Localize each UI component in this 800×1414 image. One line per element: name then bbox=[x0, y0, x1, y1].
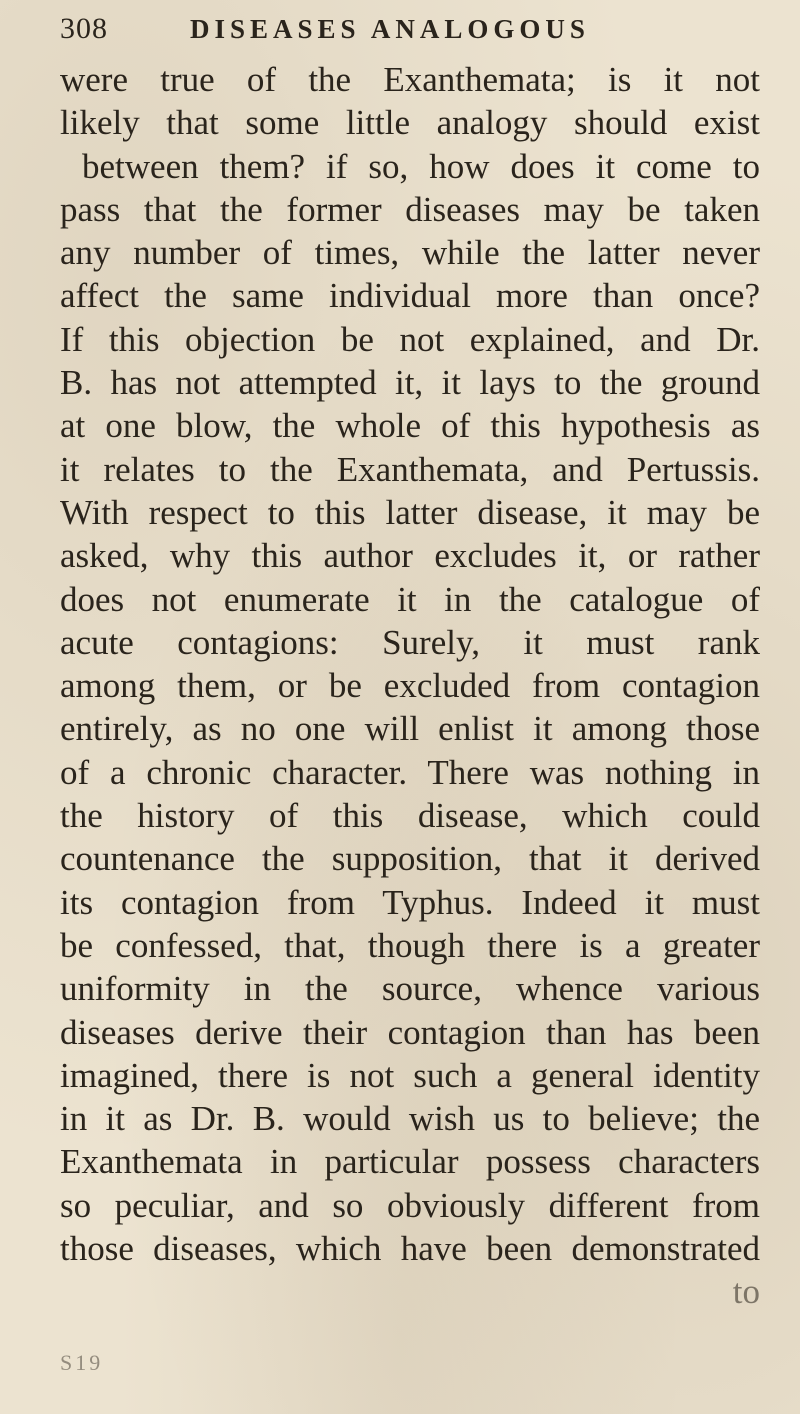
text-line: so peculiar, and so obviously different from bbox=[60, 1185, 760, 1225]
body-text bbox=[60, 58, 760, 1314]
text-line: acute contagions: Surely, it must rank bbox=[60, 622, 760, 662]
text-line: at one blow, the whole of this hypothesis as bbox=[60, 406, 760, 446]
text-line: those diseases, which have been demonstrated bbox=[60, 1229, 760, 1269]
text-line: among them, or be excluded from contagion bbox=[60, 666, 760, 706]
text-line: it relates to the Exanthemata, and Pertussis. bbox=[60, 449, 760, 489]
text-line: be confessed, that, though there is a greater bbox=[60, 925, 760, 965]
page-number: 308 bbox=[60, 12, 108, 45]
text-line: Exanthemata in particular possess characters bbox=[60, 1142, 760, 1182]
text-line: does not enumerate it in the catalogue of bbox=[60, 579, 760, 619]
text-line: of a chronic character. There was nothing in bbox=[60, 752, 760, 792]
text-line: If this objection be not explained, and Dr. bbox=[60, 319, 760, 359]
text-line: With respect to this latter disease, it may be bbox=[60, 492, 760, 532]
text-line: were true of the Exanthemata; is it not bbox=[60, 60, 760, 99]
text-line: diseases derive their contagion than has been bbox=[60, 1012, 760, 1052]
text-line: between them? if so, how does it come to bbox=[82, 146, 760, 186]
text-line: the history of this disease, which could bbox=[60, 796, 760, 836]
text-line: countenance the supposition, that it derived bbox=[60, 839, 760, 879]
running-head bbox=[60, 12, 760, 52]
text-line: any number of times, while the latter never bbox=[60, 233, 760, 273]
text-line: likely that some little analogy should exist bbox=[60, 103, 760, 143]
text-line: B. has not attempted it, it lays to the ground bbox=[60, 363, 760, 403]
text-line: in it as Dr. B. would wish us to believe; the bbox=[60, 1099, 760, 1139]
catchword: to bbox=[732, 1272, 760, 1312]
text-line: uniformity in the source, whence various bbox=[60, 969, 760, 1009]
text-line: imagined, there is not such a general identity bbox=[60, 1055, 760, 1095]
signature-mark: S19 bbox=[60, 1350, 104, 1375]
text-line: pass that the former diseases may be taken bbox=[60, 189, 760, 229]
text-line: entirely, as no one will enlist it among those bbox=[60, 709, 760, 749]
text-line: asked, why this author excludes it, or rather bbox=[60, 536, 760, 576]
text-line: affect the same individual more than once? bbox=[60, 276, 760, 316]
running-title: DISEASES ANALOGOUS bbox=[190, 14, 590, 44]
text-line: its contagion from Typhus. Indeed it must bbox=[60, 882, 760, 922]
